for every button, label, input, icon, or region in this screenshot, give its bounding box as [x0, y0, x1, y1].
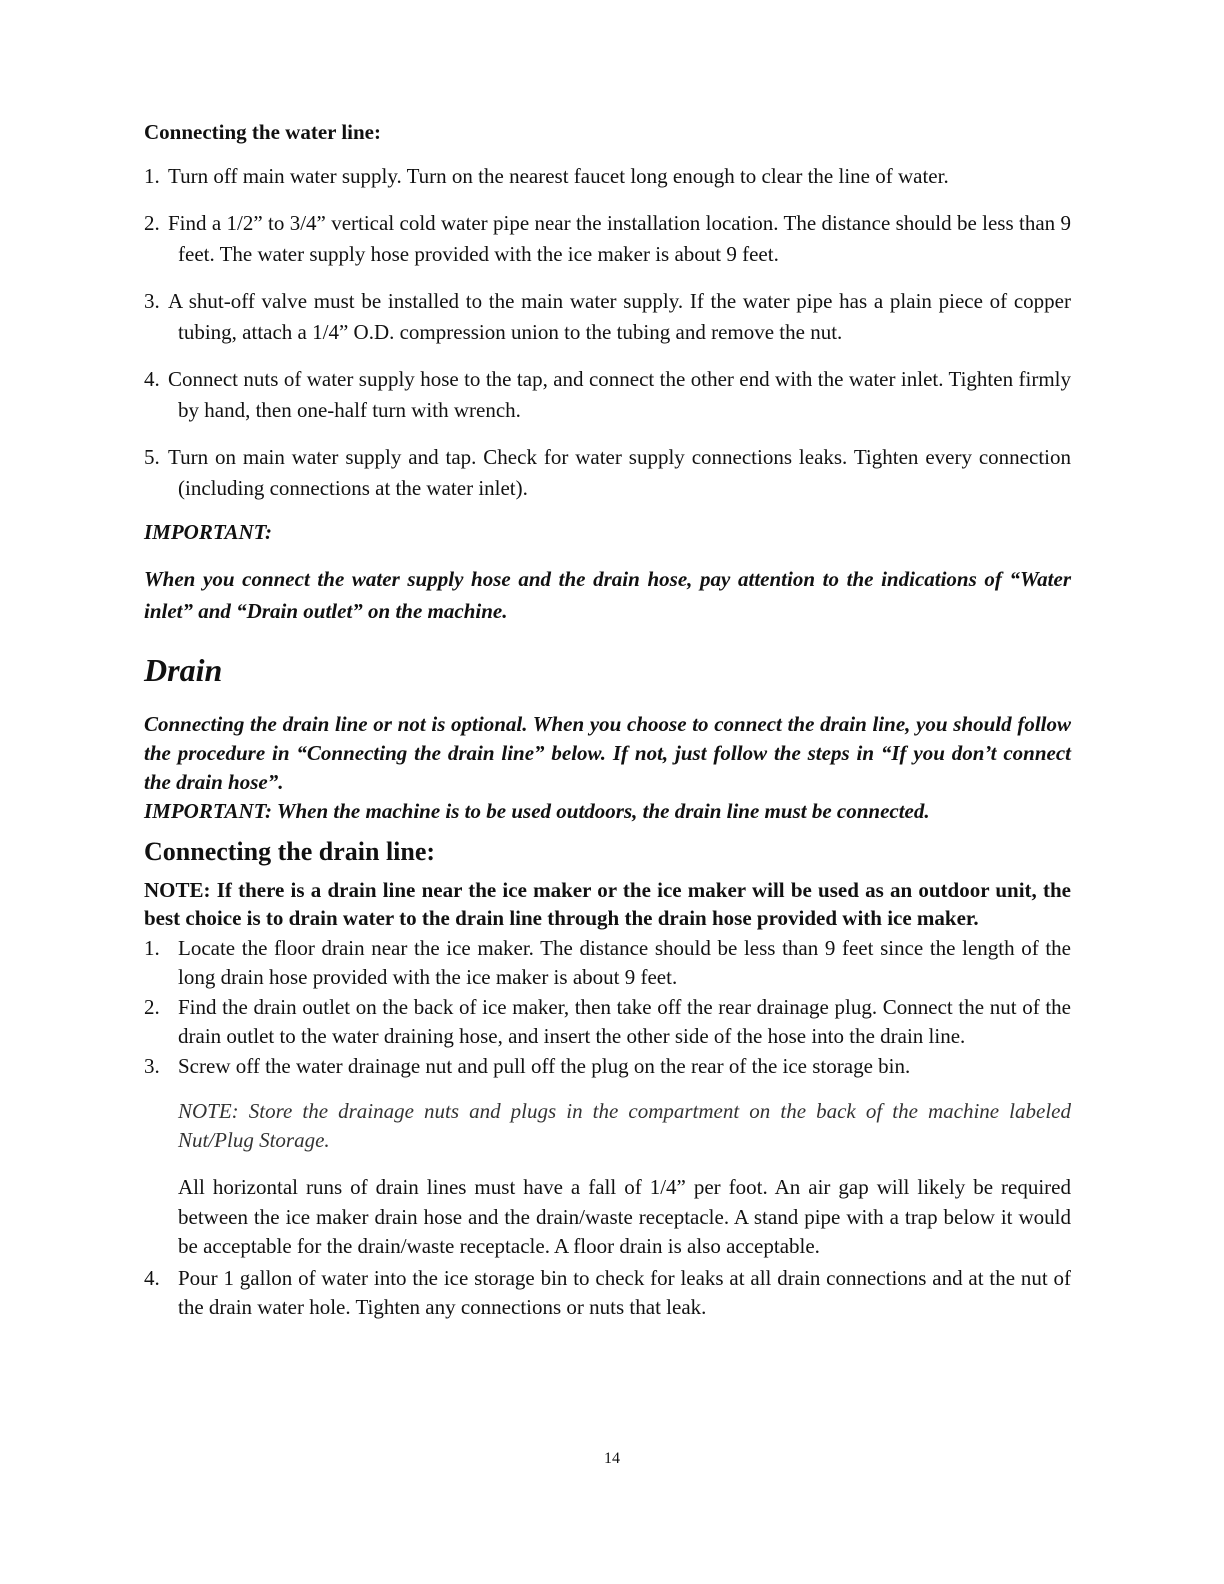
water-step-2	[144, 208, 1071, 270]
drain-step-1	[144, 934, 1071, 993]
step-text: Connect nuts of water supply hose to the tap, and connect the other end with the water inlet. Tighten firmly by hand, then one-half turn with wrench.	[168, 367, 1071, 423]
water-step-3	[144, 286, 1071, 348]
step-text: Find the drain outlet on the back of ice maker, then take off the rear drainage plug. Connect the nut of the drain outlet to the water draining hose, and insert the other side of the hose into the drain line.	[178, 994, 1071, 1049]
step-text: Find a 1/2” to 3/4” vertical cold water pipe near the installation location. The distance should be less than 9 feet. The water supply hose provided with the ice maker is about 9 feet.	[168, 211, 1071, 267]
drain-line-steps-continued	[144, 1264, 1071, 1323]
step-number: 5.	[144, 445, 160, 470]
step-number: 1.	[144, 935, 160, 960]
water-line-steps	[144, 161, 1071, 504]
step-number: 2.	[144, 994, 160, 1019]
step-text: Locate the floor drain near the ice maker. The distance should be less than 9 feet since the length of the long drain hose provided with the ice maker is about 9 feet.	[178, 935, 1071, 990]
water-line-heading: Connecting the water line:	[144, 120, 381, 144]
storage-note: NOTE: Store the drainage nuts and plugs in the compartment on the back of the machine labeled Nut/Plug Storage.	[178, 1099, 1071, 1153]
drain-step-2	[144, 993, 1071, 1052]
drain-line-note: NOTE: If there is a drain line near the ice maker or the ice maker will be used as an outdoor unit, the best choice is to drain water to the drain line through the drain hose provided with ice maker.	[144, 877, 1071, 930]
step-text: Pour 1 gallon of water into the ice storage bin to check for leaks at all drain connections and at the nut of the drain water hole. Tighten any connections or nuts that leak.	[178, 1265, 1071, 1320]
water-step-4	[144, 364, 1071, 426]
step-text: Turn off main water supply. Turn on the nearest faucet long enough to clear the line of water.	[168, 164, 949, 189]
manual-page	[144, 120, 1071, 1323]
step-number: 4.	[144, 367, 160, 392]
step-number: 4.	[144, 1265, 160, 1290]
drain-heading: Drain	[144, 652, 223, 689]
page-number: 14	[604, 1450, 620, 1467]
important-label: IMPORTANT:	[144, 520, 272, 545]
important-text: When you connect the water supply hose and the drain hose, pay attention to the indications of “Water inlet” and “Drain outlet” on the machine.	[144, 567, 1071, 624]
drain-important: IMPORTANT: When the machine is to be used outdoors, the drain line must be connected.	[144, 799, 930, 824]
drain-intro: Connecting the drain line or not is optional. When you choose to connect the drain line, you should follow the procedure in “Connecting the drain line” below. If not, just follow the steps in “If you don’t connect the drain hose”.	[144, 712, 1071, 795]
drain-step-4	[144, 1264, 1071, 1323]
step-text: A shut-off valve must be installed to the main water supply. If the water pipe has a plain piece of copper tubing, attach a 1/4” O.D. compression union to the tubing and remove the nut.	[168, 289, 1071, 345]
drain-step-3	[144, 1052, 1071, 1082]
drain-line-heading: Connecting the drain line:	[144, 837, 436, 867]
step-number: 1.	[144, 164, 160, 189]
step-number: 3.	[144, 1053, 160, 1078]
water-step-5	[144, 442, 1071, 504]
drain-line-steps	[144, 934, 1071, 1082]
water-step-1	[144, 161, 1071, 192]
step-text: Turn on main water supply and tap. Check for water supply connections leaks. Tighten every connection (including connections at the water inlet).	[168, 445, 1071, 501]
drain-fall-paragraph: All horizontal runs of drain lines must have a fall of 1/4” per foot. An air gap will likely be required between the ice maker drain hose and the drain/waste receptacle. A stand pipe with a trap below it would be acceptable for the drain/waste receptacle. A floor drain is also acceptable.	[178, 1175, 1071, 1259]
step-number: 3.	[144, 289, 160, 314]
step-number: 2.	[144, 211, 160, 236]
step-text: Screw off the water drainage nut and pull off the plug on the rear of the ice storage bin.	[178, 1053, 911, 1078]
